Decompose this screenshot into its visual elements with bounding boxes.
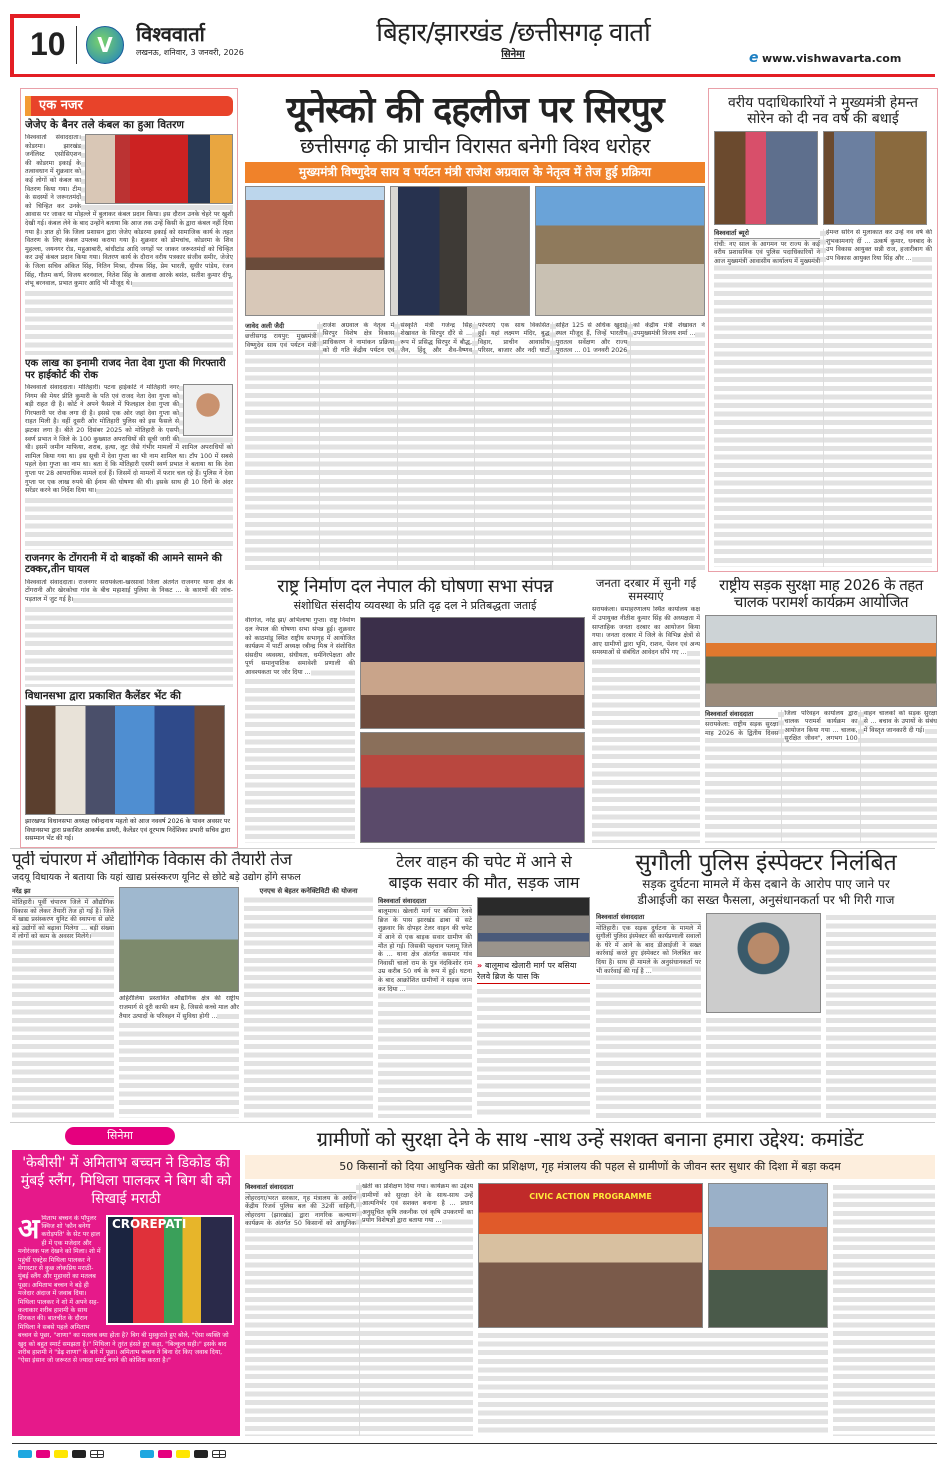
champaran-headline[interactable]: पूर्वी चंपारण में औद्योगिक विकास की तैयारी तेज (12, 851, 292, 870)
training-photos (478, 1183, 828, 1328)
rally-photo-2 (360, 732, 585, 843)
color-swatch (54, 1450, 68, 1458)
color-registration-marks (140, 1450, 226, 1458)
cm-photo-1 (714, 131, 818, 225)
janata-darbar-body: सरायकेला। समाहरणालय स्थित कार्यालय कक्ष में उपायुक्त नीतीश कुमार सिंह की अध्यक्षता में साप्ताहिक जनता दरबार का आयोजन किया गया। जनता दरबार में जिले के विभिन्न क्षेत्रों से आए ग्रामीणों द्वारा भूमि, राशन, पेंशन एवं अन्य समस्याओं से संबंधित आवेदन सौंपे गए ... (592, 606, 700, 843)
sugauli-story (596, 850, 936, 1118)
story-headline[interactable]: एक लाख का इनामी राजद नेता देवा गुप्ता की गिरफ्तारी पर हाईकोर्ट की रोक (25, 358, 226, 381)
minister-photo (390, 186, 530, 316)
website-link[interactable]: www.vishwavarta.com (762, 52, 902, 65)
trailer-content (378, 897, 590, 1118)
cm-wishes-story (714, 95, 932, 567)
cinema-body: CROREPATI अ मिताभ बच्चन के पॉपुलर क्विज शो 'कौन बनेगा करोड़पति' के सेट पर हाल ही में एक मजेदार और मनोरंजक पल देखने को मिला। शो में पहुंचीं एक्ट्रेस मिथिला पालकर ने मेगास्टार से कुछ लोकप्रिय मराठी-मुंबई स्लैंग और मुहावरों का मतलब पूछा। अमिताभ बच्चन ने बड़े ही मजेदार अंदाज में जवाब दिया। मिथिला पालकर ने शो में अपने सह-कलाकार शरीब हाशमी के साथ शिरकत की। बातचीत के दौरान मिथिला ने सबसे पहले अमिताभ बच्चन से पूछा, "शाणा" का मतलब क्या होता है? बिग बी मुस्कुराते हुए बोले, "ऐसा व्यक्ति जो खुद को बहुत स्मार्ट समझता है।" मिथिला ने तुरंत हंसते हुए कहा, "बिल्कुल सही।" इसके बाद शरीब हाशमी ने "डेढ़ शाणा" के बारे में पूछा। अमिताभ बच्चन ने बिना देर किए जवाब दिया, "ऐसा इंसान जो जरूरत से ज्यादा स्मार्ट बनने की कोशिश करता है।" (16, 1215, 236, 1432)
rally-photo-1 (360, 617, 585, 728)
nepal-subhead: संशोधित संसदीय व्यवस्था के प्रति दृढ़ दल ने प्रतिबद्धता जताई (293, 598, 537, 612)
registration-mark-icon (90, 1450, 104, 1458)
color-swatch (158, 1450, 172, 1458)
section-divider (10, 1122, 935, 1123)
color-swatch (140, 1450, 154, 1458)
janata-darbar-headline[interactable]: जनता दरबार में सुनी गई समस्याएं (595, 577, 697, 604)
cinema-story (16, 1154, 236, 1432)
commandant-middle (478, 1183, 828, 1436)
cinema-headline[interactable]: 'केबीसी' में अमिताभ बच्चन ने डिकोड की मुंबई स्लैंग, मिथिला पालकर ने बिग बी को सिखाई मराठी (20, 1155, 232, 1208)
section-title: बिहार/झारखंड /छत्तीसगढ़ वार्ता (376, 18, 650, 48)
nepal-photos (360, 617, 585, 843)
nepal-headline[interactable]: राष्ट्र निर्माण दल नेपाल की घोषणा सभा संपन्न (277, 577, 553, 597)
masthead (0, 0, 945, 80)
byline: विश्ववार्ता संवाददाता (705, 710, 778, 720)
byline: नरेंद्र झा (12, 887, 114, 897)
color-registration-marks (18, 1450, 104, 1458)
champaran-subhead: जदयू विधायक ने बताया कि यहां खाद्य प्रसंस्करण यूनिट से छोटे बड़े उद्योग होंगे सफल (12, 871, 301, 883)
sugauli-content (596, 913, 936, 1118)
champaran-story (12, 851, 373, 1118)
nepal-story (245, 577, 585, 843)
story-body: विश्ववार्ता संवाददाता। कोडरमा। झारखंड जर्नलिस्ट एसोसिएशन की कोडरमा इकाई के तत्वावधान में शुक्रवार को कई लोगों को कंबल का वितरण किया गया। टीम के सदस्यों ने जरूरतमंदों को चिन्हित कर उनके आवास पर जाकर या मोहल्ले में बुलाकर कंबल प्रदान किया। इस दौरान उनके चेहरे पर खुशी देखी गई। कंबल लेने के बाद उन्होंने बताया कि आज तक उन्हें किसी के द्वारा कंबल नहीं दिया गया है। ज्ञात हो कि जिला प्रशासन द्वारा जेजेए कोडरमा इकाई को सामाजिक कार्य के तहत वितरण के लिए कंबल उपलब्ध कराया गया है। शुक्रवार को डोमचांच, कोडरमा के शिव मुहल्ला, जयनगर रोड, महुआबारी, बांधीटांड आदि जगहों पर जाकर जरूरतमंदों को चिन्हित कर उन्हें कंबल प्रदान किया गया। वितरण कार्य के दौरान वरीय पत्रकार संजीव समीर, जेजेए के जिला सचिव अंकित सिंह, नितिन मिश्रा, दीपक सिंह, प्रेम भारती, सुधीर पांडेय, रंजन सिंह, गौतम कर्ण, विजय बरनवाल, नितेश सिंह के अलावा आरके बसंत, सतीश कुमार दीपू, शंभू बरनवाल, प्रभात कुमार आदि भी मौजूद थे। (25, 134, 233, 355)
commandant-headline[interactable]: ग्रामीणों को सुरक्षा देने के साथ -साथ उन्हें सशक्त बनाना हमारा उद्देश्य: कमांडेंट (316, 1128, 864, 1151)
dropcap: अ (18, 1214, 40, 1245)
cinema-label: सिनेमा (65, 1127, 175, 1145)
cm-photos (714, 131, 932, 225)
commandant-story (245, 1128, 935, 1436)
sugauli-body-3 (826, 913, 936, 1118)
story-body: विश्ववार्ता संवाददाता। मोतिहारी। पटना हाईकोर्ट ने मोतिहारी नगर निगम की मेयर प्रीति कुमारी के पति एवं राजद नेता देवा गुप्ता को बड़ी राहत दी है। कोर्ट ने अपने फैसले में फिलहाल देवा गुप्ता की गिरफ्तारी पर रोक लगा दी है। इससे एक ओर जहां देवा गुप्ता को राहत मिली है। वहीं दूसरी ओर मोतिहारी पुलिस को इस फैसले से झटका लगा है। बीते 20 दिसंबर 2025 को मोतिहारी के एसपी स्वर्ण प्रभात ने जिले के 100 कुख्यात अपराधियों की सूची जारी की थी। इसमें जमीन माफिया, शराब, हत्या, लूट जैसे गंभीर मामलों में शामिल अपराधियों को शामिल किया गया था। इस सूची में देवा गुप्ता का भी नाम शामिल था। टॉप 100 में सबसे पहले देवा गुप्ता का नाम था। बता दें कि मोतिहारी एसपी स्वर्ण प्रभात ने बताया था कि देवा गुप्ता पर 28 आपराधिक मामले दर्ज हैं। जिसमें दो मामलों में फरार चल रहे हैं। पुलिस ने देवा गुप्ता पर एक लाख रुपये की ईनाम की घोषणा की थी। इसके साथ ही 10 दिनों के अंदर सरेंडर करने का निर्देश दिया था। (25, 384, 233, 550)
byline: जावेद अली जैदी (245, 322, 317, 332)
section-title-block (318, 18, 708, 76)
commandant-body: विश्ववार्ता संवाददाता लोहरदगा/भरत सरकार, गृह मंत्रालय के अधीन केंद्रीय रिजर्व पुलिस बल की 32वीं वाहिनी, लोहरदगा (झारखंड) द्वारा नागरिक कल्याण कार्यक्रम के अंतर्गत 50 किसानों को आधुनिक खेती का प्रशिक्षण दिया गया। कार्यक्रम का उद्देश्य ग्रामीणों को सुरक्षा देने के साथ-साथ उन्हें आत्मनिर्भर एवं सशक्त बनाना है ... प्रधान अनुसूचित कृषि तकनीक एवं कृषि उपकरणों का प्रयोग विशेषज्ञों द्वारा बताया गया ... (245, 1183, 473, 1436)
cm-wishes-headline[interactable]: वरीय पदाधिकारियों ने मुख्यमंत्री हेमन्त सोरेन को दी नव वर्ष की बधाई (727, 95, 919, 128)
cm-photo-2 (823, 131, 927, 225)
label-text: एक नजर (39, 98, 83, 113)
story-headline[interactable]: राजनगर के टोंगरानी में दो बाइकों की आमने सामने की टक्कर,तीन घायल (25, 552, 222, 576)
story-headline[interactable]: जेजेए के बैनर तले कंबल का हुआ वितरण (25, 119, 184, 131)
cm-wishes-body: विश्ववार्ता ब्यूरो रांची: नए साल के आगमन पर राज्य के कई वरीय प्रशासनिक एवं पुलिस पदाधिकारियों ने आज मुख्यमंत्री आवासीय कार्यालय में मुख्यमंत्री हेमन्त सोरेन से मुलाकात कर उन्हें नव वर्ष की शुभकामनाएं दीं ... उत्कर्ष कुमार, धनबाद के उप विकास आयुक्त सन्नी राज, हजारीबाग की उप विकास आयुक्त रिया सिंह और ... (714, 229, 932, 567)
champaran-body-2: अहिरौलिया प्रस्तावित औद्योगिक क्षेत्र की राष्ट्रीय राजमार्ग से दूरी काफी कम है, जिससे कच्चे माल और तैयार उत्पादों के परिवहन में सुविधा होगी ... (119, 995, 239, 1118)
kbc-photo (106, 1215, 234, 1325)
chevron-icon: » (477, 960, 485, 970)
commandant-content (245, 1183, 935, 1436)
calendar-photo (25, 705, 225, 815)
trailer-body-2 (477, 987, 590, 1118)
lead-body: जावेद अली जैदी छत्तीसगढ़ रायपुर: मुख्यमंत्री विष्णुदेव साय एवं पर्यटन मंत्री राजेश अग्रवाल के नेतृत्व में सिरपुर विशेष क्षेत्र विकास प्राधिकरण ने नामांकन प्रक्रिया को दी गति केंद्रीय पर्यटन एवं संस्कृति मंत्री गजेन्द्र सिंह शेखावत के सिरपुर दौरे से ... रूप में प्रसिद्ध सिरपुर में बौद्ध, जैन, हिंदू और शैव-वैष्णव परंपराएं एक साथ विकसित हुईं। यहां लक्ष्मण मंदिर, बुद्ध विहार, प्राचीन आवासीय परिसर, बाजार और नदी घाटों सहित 125 से अधिक खुदाई स्थल मौजूद हैं, जिन्हें भारतीय पुरातत्व सर्वेक्षण और राज्य पुरातत्व ... 01 जनवरी 2026 को केंद्रीय मंत्री शेखावत ने उपमुख्यमंत्री विजय शर्मा ... (245, 322, 705, 570)
sugauli-subhead-1: सड़क दुर्घटना मामले में केस दबाने के आरोप पाए जाने पर (642, 877, 890, 892)
nepal-body: वीरगंज, नरेंद्र झा/ अभिलाषा गुप्ता। राष्ट्र निर्माण दल नेपाल की घोषणा सभा संपन्न हुई। शुक्रवार को काठमांडू स्थित राष्ट्रीय सभागृह में आयोजित कार्यक्रम में पार्टी अध्यक्ष रबीन्द्र मिश्र ने संशोधित संसदीय व्यवस्था, संघीयता, धर्मनिरपेक्षता और पूर्ण समानुपातिक समावेशी प्रणाली की आवश्यकता पर जोर दिया ... (245, 617, 355, 843)
dateline: लखनऊ, शनिवार, 3 जनवरी, 2026 (136, 48, 244, 57)
road-safety-photo (705, 615, 937, 707)
champaran-body: नरेंद्र झा मोतिहारी। पूर्वी चंपारण जिले में औद्योगिक विकास को लेकर तैयारी तेज हो गई है। जिले में खाद्य प्रसंस्करण यूनिट की स्थापना से छोटे बड़े उद्योगों को बढ़ावा मिलेगा ... बड़ी संख्या में लोगों को काम के अवसर मिलेंगे। (12, 887, 114, 1118)
sugauli-middle (706, 913, 821, 1118)
divider (76, 26, 77, 64)
ek-nazar-stack (25, 96, 233, 844)
commandant-body-3 (833, 1183, 935, 1436)
sub-section: सिनेमा (501, 49, 525, 61)
accident-callout: » बालूमाथ खेलारी मार्ग पर बसिया रेलवे ब्रिज के पास कि (477, 960, 590, 984)
champaran-body-3 (244, 887, 373, 1118)
sugauli-headline[interactable]: सुगौली पुलिस इंस्पेक्टर निलंबित (635, 850, 897, 876)
nepal-content (245, 617, 585, 843)
blanket-photo (85, 134, 233, 204)
champaran-content (12, 887, 373, 1118)
registration-mark-icon (212, 1450, 226, 1458)
industry-photo (119, 887, 239, 992)
road-safety-body: विश्ववार्ता संवाददाता सरायकेला: राष्ट्रीय सड़क सुरक्षा माह 2026 के द्वितीय दिवस जिला परिवहन कार्यालय द्वारा चालक परामर्श कार्यक्रम का आयोजन किया गया ... चालक, सुरक्षित जीवन", लगभग 100 वाहन चालकों को सड़क सुरक्षा से ... बचाव के उपायों के संबंध में विस्तृत जानकारी दी गई। (705, 710, 937, 844)
ek-nazar-label (25, 96, 233, 116)
lead-photos (245, 186, 705, 316)
trailer-side (477, 897, 590, 1118)
story-headline[interactable]: विधानसभा द्वारा प्रकाशित कैलेंडर भेंट की (25, 690, 181, 703)
byline: विश्ववार्ता संवाददाता (245, 1183, 356, 1193)
color-swatch (72, 1450, 86, 1458)
trailer-body: विश्ववार्ता संवाददाता बालूमाथ। खेलारी मार्ग पर बसिया रेलवे ब्रिज के पास झारखंड ढाबा से सटे शुक्रवार कि दोपहर टेलर वाहन की चपेट में आने से एक बाइक सवार ग्रामीण की मौत हो गई। जिसकी पहचान पलामू जिले के ... थाना क्षेत्र अंतर्गत कसमार गांव निवासी चालो राम के पुत्र नंदकिशोर राम उम्र करीब 50 वर्ष के रूप में हुई। घटना के बाद आक्रोशित ग्रामीणों ने सड़क जाम कर दिया ... (378, 897, 472, 1118)
color-swatch (36, 1450, 50, 1458)
lead-story (245, 90, 705, 570)
byline: विश्ववार्ता संवाददाता (596, 913, 701, 923)
page-number: 10 (30, 26, 66, 62)
byline: विश्ववार्ता संवाददाता (378, 897, 472, 907)
inspector-photo (706, 913, 821, 1013)
training-photo-2 (708, 1183, 828, 1328)
trailer-headline[interactable]: टेलर वाहन की चपेट में आने से बाइक सवार की मौत, सड़क जाम (388, 852, 580, 892)
paper-name: विश्ववार्ता (136, 22, 205, 46)
sugauli-subhead-2: डीआईजी का सख्त फैसला, अनुसंधानकर्ता पर भी गिरी गाज (637, 893, 895, 908)
training-photo-1 (478, 1183, 703, 1328)
lead-strap: मुख्यमंत्री विष्णुदेव साय व पर्यटन मंत्री राजेश अग्रवाल के नेतृत्व में तेज हुई प्रक्रिया (245, 162, 705, 183)
trailer-story (378, 852, 590, 1118)
browser-icon: e (749, 50, 759, 66)
banner-text: CIVIC ACTION PROGRAMME (529, 1192, 652, 1201)
accident-photo (477, 897, 590, 957)
road-safety-headline[interactable]: राष्ट्रीय सड़क सुरक्षा माह 2026 के तहत चालक परामर्श कार्यक्रम आयोजित (719, 577, 923, 612)
byline: विश्ववार्ता ब्यूरो (714, 229, 820, 239)
color-swatch (176, 1450, 190, 1458)
lead-subhead: छत्तीसगढ़ की प्राचीन विरासत बनेगी विश्व धरोहर (299, 134, 651, 159)
color-swatch (18, 1450, 32, 1458)
inner-subheading: एनएच से बेहतर कनेक्टिविटी की योजना (244, 887, 373, 896)
color-swatch (194, 1450, 208, 1458)
photo-caption: झारखण्ड विधानसभा अध्यक्ष रबीन्द्रनाथ महतो को आज नववर्ष 2026 के पावन अवसर पर विधानसभा द्वारा प्रकाशित आकर्षक डायरी, कैलेंडर एवं दूरभाष निर्देशिका प्रभारी सचिव द्वारा ससम्मान भेंट की गई। (25, 818, 231, 843)
paper-name-block (136, 22, 316, 70)
section-divider (10, 848, 935, 849)
ruins-photo (535, 186, 705, 316)
sugauli-body: विश्ववार्ता संवाददाता मोतिहारी। एक सड़क दुर्घटना के मामले में सुगौली पुलिस इंस्पेक्टर की कार्यप्रणाली सवालों के घेरे में आने के बाद डीआईजी ने सख्त कार्रवाई करते हुए इंस्पेक्टर को निलंबित कर दिया है। साथ ही मामले के अनुसंधानकर्ता पर भी कार्रवाई की गई है ... (596, 913, 701, 1118)
champaran-middle (119, 887, 239, 1118)
sugauli-body-2 (706, 1016, 821, 1118)
masthead-rule (10, 74, 935, 77)
commandant-body-2 (478, 1331, 828, 1436)
kbc-photo-text: CROREPATI (112, 1216, 187, 1231)
logo-icon: V (86, 26, 124, 64)
lead-headline[interactable]: यूनेस्को की दहलीज पर सिरपुर (286, 90, 664, 131)
story-body: विश्ववार्ता संवाददाता। राजनगर सरायकेला-खरसावां जिला अंतर्गत राजनगर थाना क्षेत्र के टोंगरानी और खेरकोचा गांव के बीच महाशाई पुलिया के निकट ... के कारणों की जांच-पड़ताल में जुट गई है। (25, 579, 233, 687)
road-safety-story (705, 577, 937, 843)
janata-darbar-story (592, 577, 700, 843)
commandant-strap: 50 किसानों को दिया आधुनिक खेती का प्रशिक्षण, गृह मंत्रालय की पहल से ग्रामीणों के जीवन स्तर सुधार की दिशा में बड़ा कदम (245, 1155, 935, 1179)
print-rule (12, 1443, 937, 1444)
deva-gupta-photo (183, 384, 233, 436)
temple-photo (245, 186, 385, 316)
